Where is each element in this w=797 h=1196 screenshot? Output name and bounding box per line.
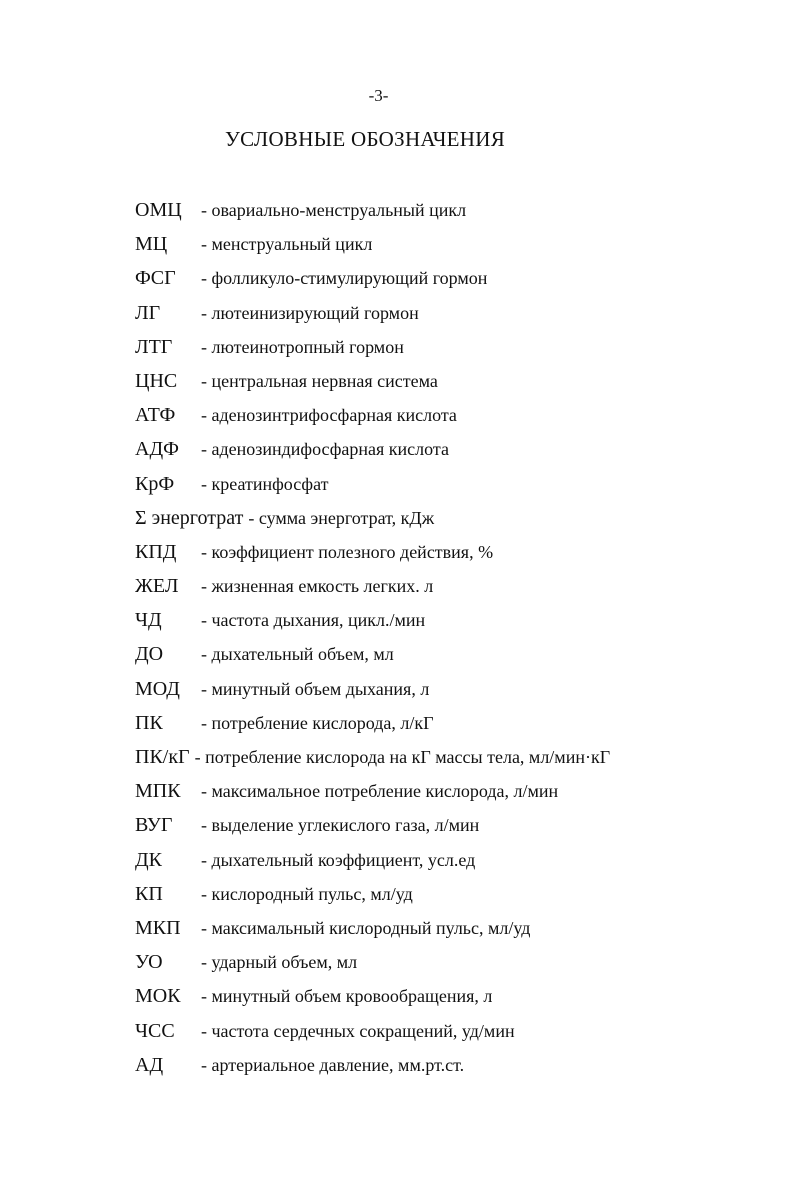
abbreviation-term: МОД xyxy=(135,677,180,700)
abbreviation-term: МПК xyxy=(135,780,181,803)
abbreviation-definition: - фолликуло-стимулирующий гормон xyxy=(201,268,488,289)
abbreviation-entry xyxy=(135,265,610,299)
abbreviation-entry xyxy=(135,710,610,744)
page-title: УСЛОВНЫЕ ОБОЗНАЧЕНИЯ xyxy=(224,127,506,151)
abbreviation-entry xyxy=(135,300,610,334)
abbreviation-entry xyxy=(135,744,610,778)
abbreviation-entry xyxy=(135,812,610,846)
abbreviation-term: ЖЕЛ xyxy=(135,575,179,598)
abbreviation-definition: - лютеинотропный гормон xyxy=(201,336,404,357)
abbreviation-definition: - дыхательный коэффициент, усл.ед xyxy=(201,849,476,870)
abbreviation-entry xyxy=(135,505,610,539)
abbreviation-definition: - максимальный кислородный пульс, мл/уд xyxy=(201,917,531,938)
abbreviation-term: ФСГ xyxy=(135,267,176,290)
abbreviation-definition: - минутный объем кровообращения, л xyxy=(201,986,493,1007)
abbreviation-term: АД xyxy=(135,1053,164,1076)
abbreviation-definition: - креатинфосфат xyxy=(201,473,329,494)
abbreviation-entry xyxy=(135,676,610,710)
abbreviation-definition: - аденозинтрифосфарная кислота xyxy=(201,405,457,426)
abbreviation-term: ЛГ xyxy=(135,301,161,324)
abbreviation-definition: - частота сердечных сокращений, уд/мин xyxy=(201,1020,515,1041)
abbreviation-definition: - центральная нервная система xyxy=(201,370,438,391)
abbreviation-definition: - коэффициент полезного действия, % xyxy=(201,541,494,562)
abbreviation-entry xyxy=(135,949,610,983)
abbreviation-definition: - потребление кислорода на кГ массы тела, мл/мин·кГ xyxy=(194,747,611,767)
abbreviation-definition: - максимальное потребление кислорода, л/мин xyxy=(201,781,559,802)
abbreviation-list xyxy=(135,197,610,1086)
abbreviation-definition: - аденозиндифосфарная кислота xyxy=(201,439,449,460)
abbreviation-term: ЛТГ xyxy=(135,335,173,358)
abbreviation-entry xyxy=(135,1052,610,1086)
abbreviation-definition: - менструальный цикл xyxy=(201,234,373,255)
abbreviation-term: ЧСС xyxy=(135,1019,175,1042)
abbreviation-entry xyxy=(135,847,610,881)
abbreviation-definition: - овариально-менструальный цикл xyxy=(201,200,467,220)
abbreviation-term: КрФ xyxy=(135,472,175,495)
abbreviation-entry xyxy=(135,778,610,812)
abbreviation-term: УО xyxy=(135,951,163,974)
abbreviation-term: ЦНС xyxy=(135,369,178,392)
abbreviation-entry xyxy=(135,641,610,675)
abbreviation-definition: - потребление кислорода, л/кГ xyxy=(201,712,434,733)
abbreviation-entry xyxy=(135,436,610,470)
abbreviation-entry xyxy=(135,197,610,231)
abbreviation-definition: - дыхательный объем, мл xyxy=(201,644,394,665)
abbreviation-term: ОМЦ xyxy=(135,199,182,221)
abbreviation-term: КП xyxy=(135,882,163,905)
abbreviation-term: МОК xyxy=(135,985,181,1008)
abbreviation-definition: - частота дыхания, цикл./мин xyxy=(201,610,426,631)
abbreviation-definition: - выделение углекислого газа, л/мин xyxy=(201,815,480,836)
abbreviation-entry xyxy=(135,402,610,436)
page-number: -3- xyxy=(368,86,389,105)
abbreviation-definition: - кислородный пульс, мл/уд xyxy=(201,883,413,904)
abbreviation-term: КПД xyxy=(135,540,177,563)
abbreviation-term: ЧД xyxy=(135,609,162,632)
abbreviation-definition: - минутный объем дыхания, л xyxy=(201,678,430,699)
abbreviation-entry xyxy=(135,471,610,505)
abbreviation-entry xyxy=(135,539,610,573)
abbreviation-entry xyxy=(135,231,610,265)
abbreviation-entry xyxy=(135,607,610,641)
abbreviation-entry xyxy=(135,1018,610,1052)
abbreviation-term: ПК/кГ xyxy=(135,746,190,768)
abbreviation-definition: - жизненная емкость легких. л xyxy=(201,576,434,597)
abbreviation-term: Σ энерготрат xyxy=(135,506,244,529)
abbreviation-entry xyxy=(135,915,610,949)
abbreviation-entry xyxy=(135,573,610,607)
abbreviation-term: МЦ xyxy=(135,233,168,256)
abbreviation-term: МКП xyxy=(135,916,181,939)
abbreviation-term: ДК xyxy=(135,848,162,871)
abbreviation-term: АТФ xyxy=(135,404,176,427)
abbreviation-term: ПК xyxy=(135,711,163,734)
abbreviation-entry xyxy=(135,334,610,368)
abbreviation-term: ВУГ xyxy=(135,814,173,837)
abbreviation-entry xyxy=(135,983,610,1017)
abbreviation-definition: - артериальное давление, мм.рт.ст. xyxy=(201,1054,465,1075)
abbreviation-definition: - ударный объем, мл xyxy=(201,952,358,973)
abbreviation-definition: - лютеинизирующий гормон xyxy=(201,302,419,323)
abbreviation-definition: - сумма энерготрат, кДж xyxy=(248,507,435,528)
abbreviation-entry xyxy=(135,368,610,402)
abbreviation-entry xyxy=(135,881,610,915)
abbreviation-term: АДФ xyxy=(135,438,179,461)
abbreviation-term: ДО xyxy=(135,643,164,666)
